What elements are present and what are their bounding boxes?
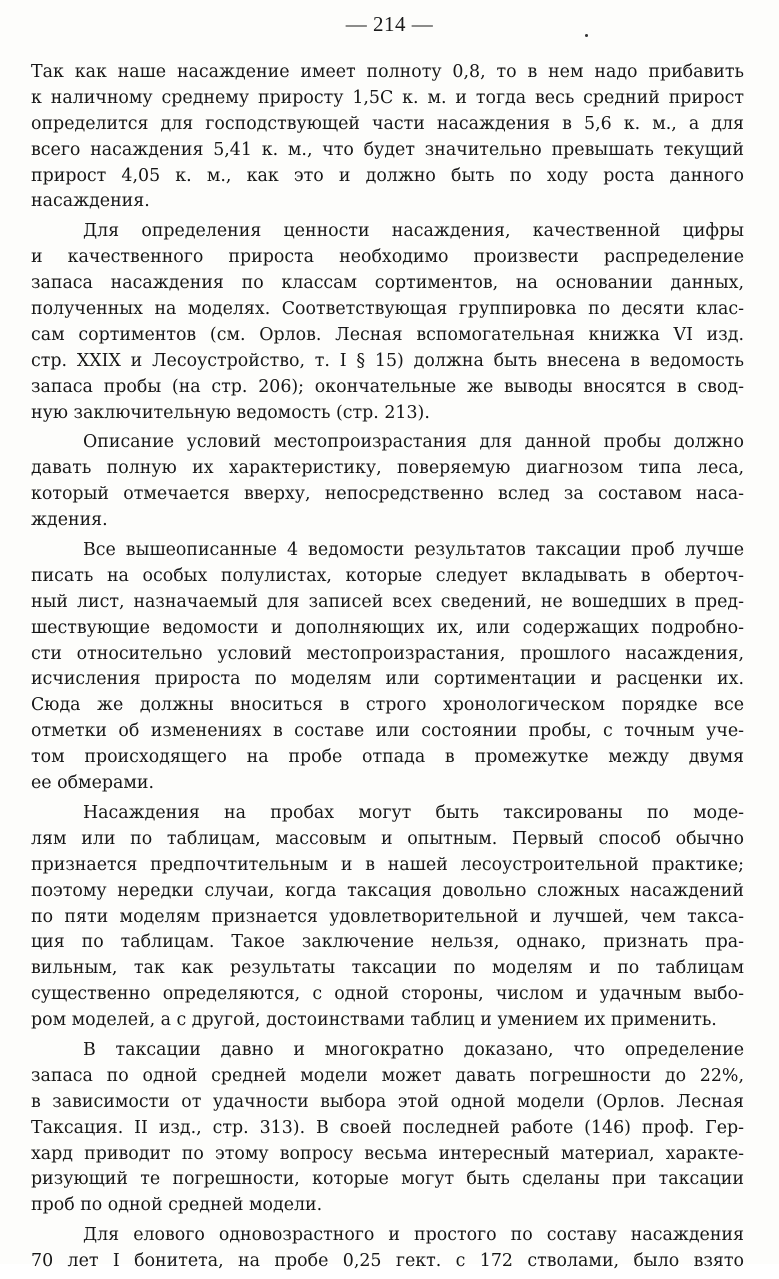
text-line: определится для господствующей части насаждения в 5,6 к. м., а для bbox=[31, 113, 744, 134]
text-line: том происходящего на пробе отпада в промежутке между двумя bbox=[31, 747, 744, 768]
paragraph bbox=[31, 1038, 744, 1219]
text-line: Описание условий местопроизрастания для данной пробы должно bbox=[83, 432, 744, 453]
text-line: шествующие ведомости и дополняющих их, или содержащих подробно- bbox=[31, 617, 744, 638]
text-line: и качественного прироста необходимо произвести распределение bbox=[31, 247, 744, 268]
text-line: вильным, так как результаты таксации по моделям и по таблицам bbox=[31, 958, 744, 979]
text-line: Для определения ценности насаждения, качественной цифры bbox=[83, 221, 744, 242]
print-speck bbox=[585, 34, 588, 37]
text-line: к наличному среднему приросту 1,5С к. м. и тогда весь средний прирост bbox=[31, 87, 744, 108]
text-line: стр. XXIX и Лесоустройство, т. I § 15) должна быть внесена в ведомость bbox=[31, 350, 744, 371]
text-line: ризующий те погрешности, которые могут быть сделаны при таксации bbox=[31, 1169, 744, 1190]
paragraph bbox=[31, 1223, 744, 1275]
text-line: Сюда же должны вноситься в строго хронологическом порядке все bbox=[31, 695, 744, 716]
text-line: запаса насаждения по классам сортиментов, на основании данных, bbox=[31, 273, 744, 294]
text-line: ную заключительную ведомость (стр. 213). bbox=[31, 402, 430, 423]
text-line: запаса пробы (на стр. 206); окончательные же выводы вносятся в свод- bbox=[31, 376, 744, 397]
paragraph bbox=[31, 430, 744, 534]
text-line: запаса по одной средней модели может давать погрешности до 22%, bbox=[31, 1065, 744, 1086]
page-number: — 214 — bbox=[345, 12, 434, 36]
text-line: хард приводит по этому вопросу весьма интересный материал, характе- bbox=[31, 1143, 744, 1164]
text-line: ный лист, назначаемый для записей всех сведений, не вошедших в пред- bbox=[31, 591, 744, 612]
text-line: давать полную их характеристику, поверяемую диагнозом типа леса, bbox=[31, 458, 744, 479]
text-line: проб по одной средней модели. bbox=[31, 1195, 323, 1216]
text-line: В таксации давно и многократно доказано, что определение bbox=[83, 1039, 744, 1060]
text-line: признается предпочтительным и в нашей лесоустроительной практике; bbox=[31, 854, 744, 875]
text-line: писать на особых полулистах, которые следует вкладывать в оберточ- bbox=[31, 565, 744, 586]
text-line: Таксация. II изд., стр. 313). В своей последней работе (146) проф. Гер- bbox=[31, 1117, 744, 1138]
text-line: ция по таблицам. Такое заключение нельзя, однако, признать пра- bbox=[31, 932, 744, 953]
text-line: в зависимости от удачности выбора этой одной модели (Орлов. Лесная bbox=[31, 1091, 744, 1112]
text-line: ром моделей, а с другой, достоинствами таблиц и умением их применить. bbox=[31, 1010, 717, 1031]
text-line: поэтому нередки случаи, когда таксация довольно сложных насаждений bbox=[31, 880, 744, 901]
text-line: который отмечается вверху, непосредственно вслед за составом наса- bbox=[31, 484, 744, 505]
text-line: полученных на моделях. Соответствующая группировка по десяти клас- bbox=[31, 299, 744, 320]
text-line: по пяти моделям признается удовлетворительной и лучшей, чем такса- bbox=[31, 906, 744, 927]
text-line: прирост 4,05 к. м., как это и должно быть по ходу роста данного bbox=[31, 165, 744, 186]
text-line: Для елового одновозрастного и простого по составу насаждения bbox=[83, 1225, 744, 1246]
paragraph bbox=[31, 538, 744, 797]
text-line: сам сортиментов (см. Орлов. Лесная вспомогательная книжка VI изд. bbox=[31, 324, 744, 345]
text-line: сти относительно условий местопроизрастания, прошлого насаждения, bbox=[31, 643, 744, 664]
text-line: Так как наше насаждение имеет полноту 0,8, то в нем надо прибавить bbox=[31, 62, 744, 82]
text-line: лям или по таблицам, массовым и опытным. Первый способ обычно bbox=[31, 828, 744, 849]
text-line: насаждения. bbox=[31, 191, 150, 212]
paragraph bbox=[31, 219, 744, 426]
text-line: 70 лет I бонитета, на пробе 0,25 гект. с 172 стволами, было взято bbox=[31, 1251, 744, 1272]
text-line: существенно определяются, с одной стороны, числом и удачным выбо- bbox=[31, 984, 744, 1005]
body-text bbox=[31, 60, 744, 1279]
text-line: отметки об изменениях в составе или состоянии пробы, с точным уче- bbox=[31, 721, 744, 742]
text-line: Насаждения на пробах могут быть таксированы по моде- bbox=[83, 802, 744, 823]
text-line: всего насаждения 5,41 к. м., что будет значительно превышать текущий bbox=[31, 139, 744, 160]
paragraph bbox=[31, 801, 744, 1034]
text-line: Все вышеописанные 4 ведомости результатов таксации проб лучше bbox=[83, 540, 744, 561]
paragraph bbox=[31, 60, 744, 215]
text-line: исчисления прироста по моделям или сортиментации и расценки их. bbox=[31, 669, 744, 690]
text-line: ее обмерами. bbox=[31, 773, 155, 794]
text-line: ждения. bbox=[31, 510, 108, 531]
